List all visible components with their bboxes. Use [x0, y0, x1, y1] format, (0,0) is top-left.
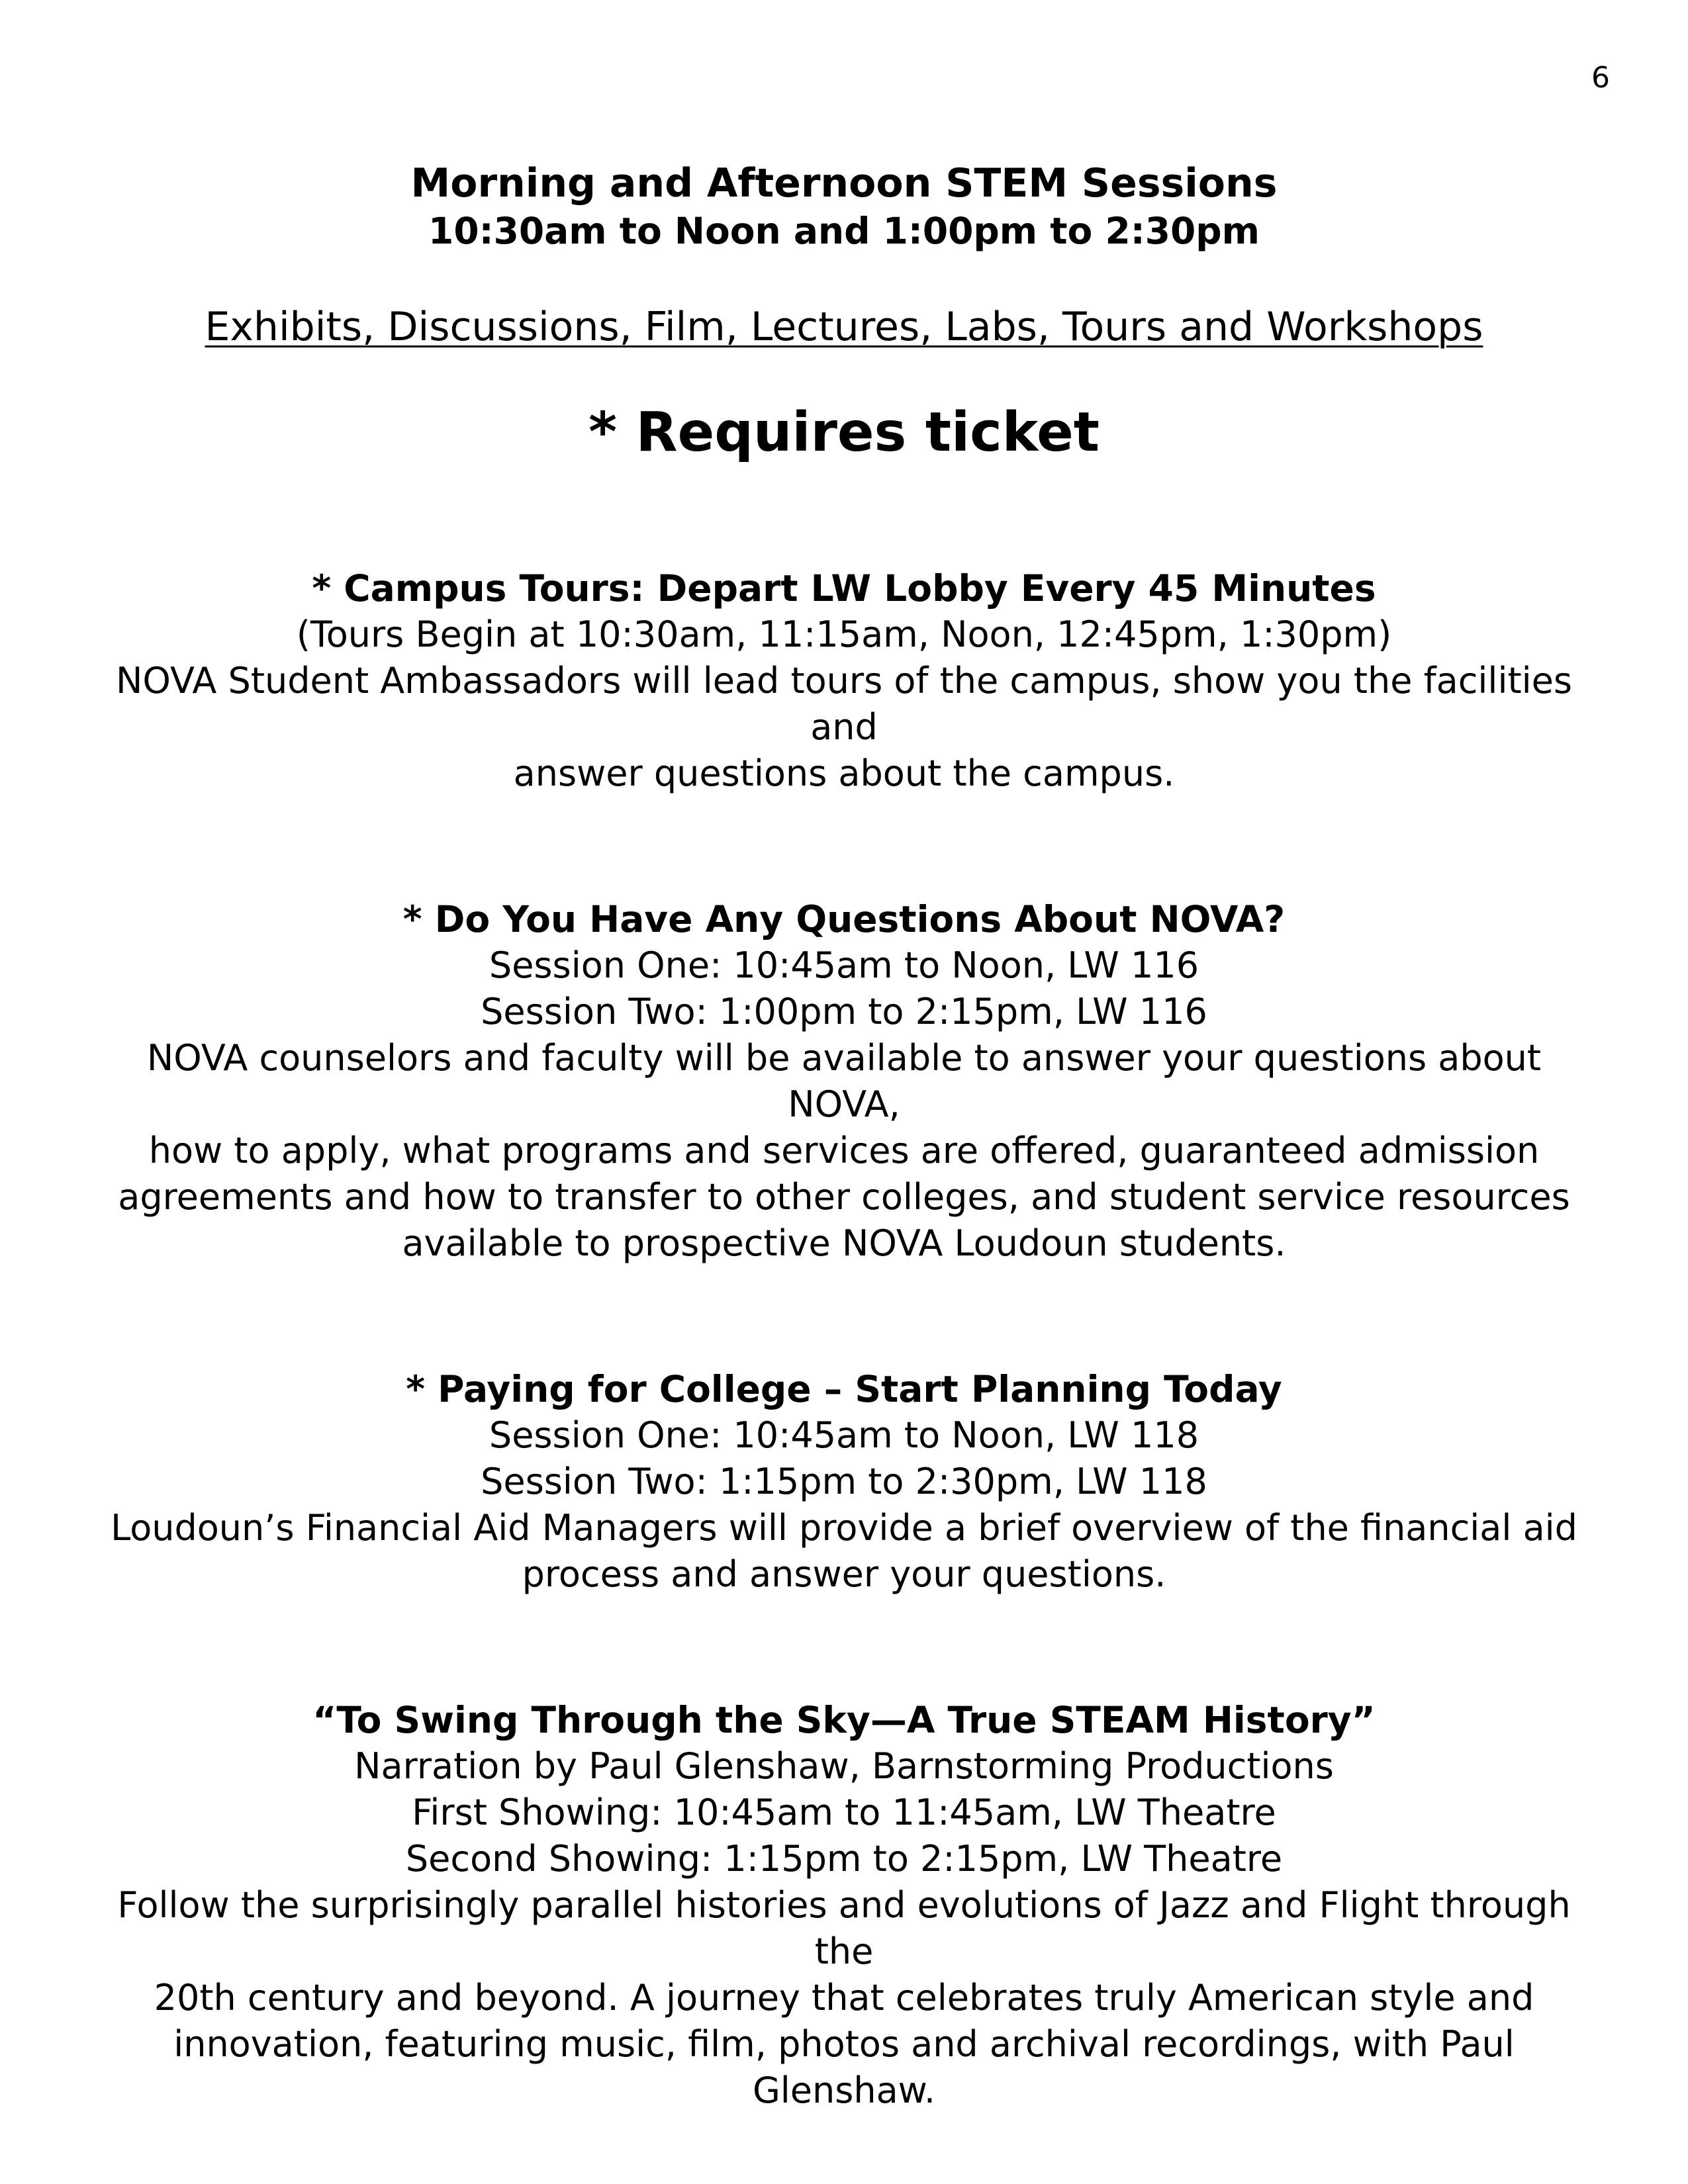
- section-line: First Showing: 10:45am to 11:45am, LW Theatre: [412, 1792, 1276, 1833]
- section-line: NOVA Student Ambassadors will lead tours of the campus, show you the facilities and: [116, 660, 1572, 748]
- section-line: Session One: 10:45am to Noon, LW 116: [489, 944, 1199, 986]
- section-line: Glenshaw.: [752, 2070, 936, 2111]
- section-steam-history-film: [86, 1697, 1602, 2114]
- page-number: 6: [1591, 61, 1610, 95]
- section-paying-for-college: [86, 1366, 1602, 1598]
- section-line: Narration by Paul Glenshaw, Barnstorming Productions: [354, 1745, 1334, 1787]
- section-title: * Paying for College – Start Planning Today: [406, 1368, 1282, 1410]
- section-title: * Do You Have Any Questions About NOVA?: [402, 898, 1286, 940]
- event-categories: Exhibits, Discussions, Film, Lectures, Labs, Tours and Workshops: [205, 304, 1483, 350]
- section-line: process and answer your questions.: [522, 1553, 1166, 1595]
- section-title: “To Swing Through the Sky—A True STEAM History”: [312, 1699, 1376, 1741]
- section-line: answer questions about the campus.: [513, 752, 1175, 794]
- requires-ticket-note: * Requires ticket: [588, 401, 1100, 464]
- section-questions-about-nova: [86, 896, 1602, 1267]
- section-line: Session One: 10:45am to Noon, LW 118: [489, 1414, 1199, 1456]
- section-line: innovation, featuring music, film, photos and archival recordings, with Paul: [173, 2023, 1515, 2065]
- section-title: * Campus Tours: Depart LW Lobby Every 45 Minutes: [312, 567, 1376, 610]
- session-times: 10:30am to Noon and 1:00pm to 2:30pm: [428, 210, 1260, 252]
- section-line: Second Showing: 1:15pm to 2:15pm, LW Theatre: [405, 1838, 1283, 1880]
- section-line: Follow the surprisingly parallel histories and evolutions of Jazz and Flight through the: [117, 1884, 1571, 1972]
- section-line: 20th century and beyond. A journey that celebrates truly American style and: [154, 1977, 1534, 2019]
- page-content: [86, 159, 1602, 2114]
- section-campus-tours: [86, 565, 1602, 797]
- page-title: Morning and Afternoon STEM Sessions: [410, 160, 1278, 206]
- section-line: (Tours Begin at 10:30am, 11:15am, Noon, 12:45pm, 1:30pm): [296, 614, 1392, 655]
- section-line: Session Two: 1:15pm to 2:30pm, LW 118: [481, 1461, 1207, 1502]
- section-line: available to prospective NOVA Loudoun students.: [402, 1222, 1286, 1264]
- section-line: Loudoun’s Financial Aid Managers will provide a brief overview of the financial aid: [111, 1507, 1577, 1549]
- section-line: NOVA counselors and faculty will be available to answer your questions about NOVA,: [146, 1037, 1542, 1125]
- section-line: how to apply, what programs and services are offered, guaranteed admission: [148, 1130, 1540, 1171]
- section-line: Session Two: 1:00pm to 2:15pm, LW 116: [481, 991, 1207, 1032]
- section-line: agreements and how to transfer to other colleges, and student service resources: [118, 1176, 1570, 1218]
